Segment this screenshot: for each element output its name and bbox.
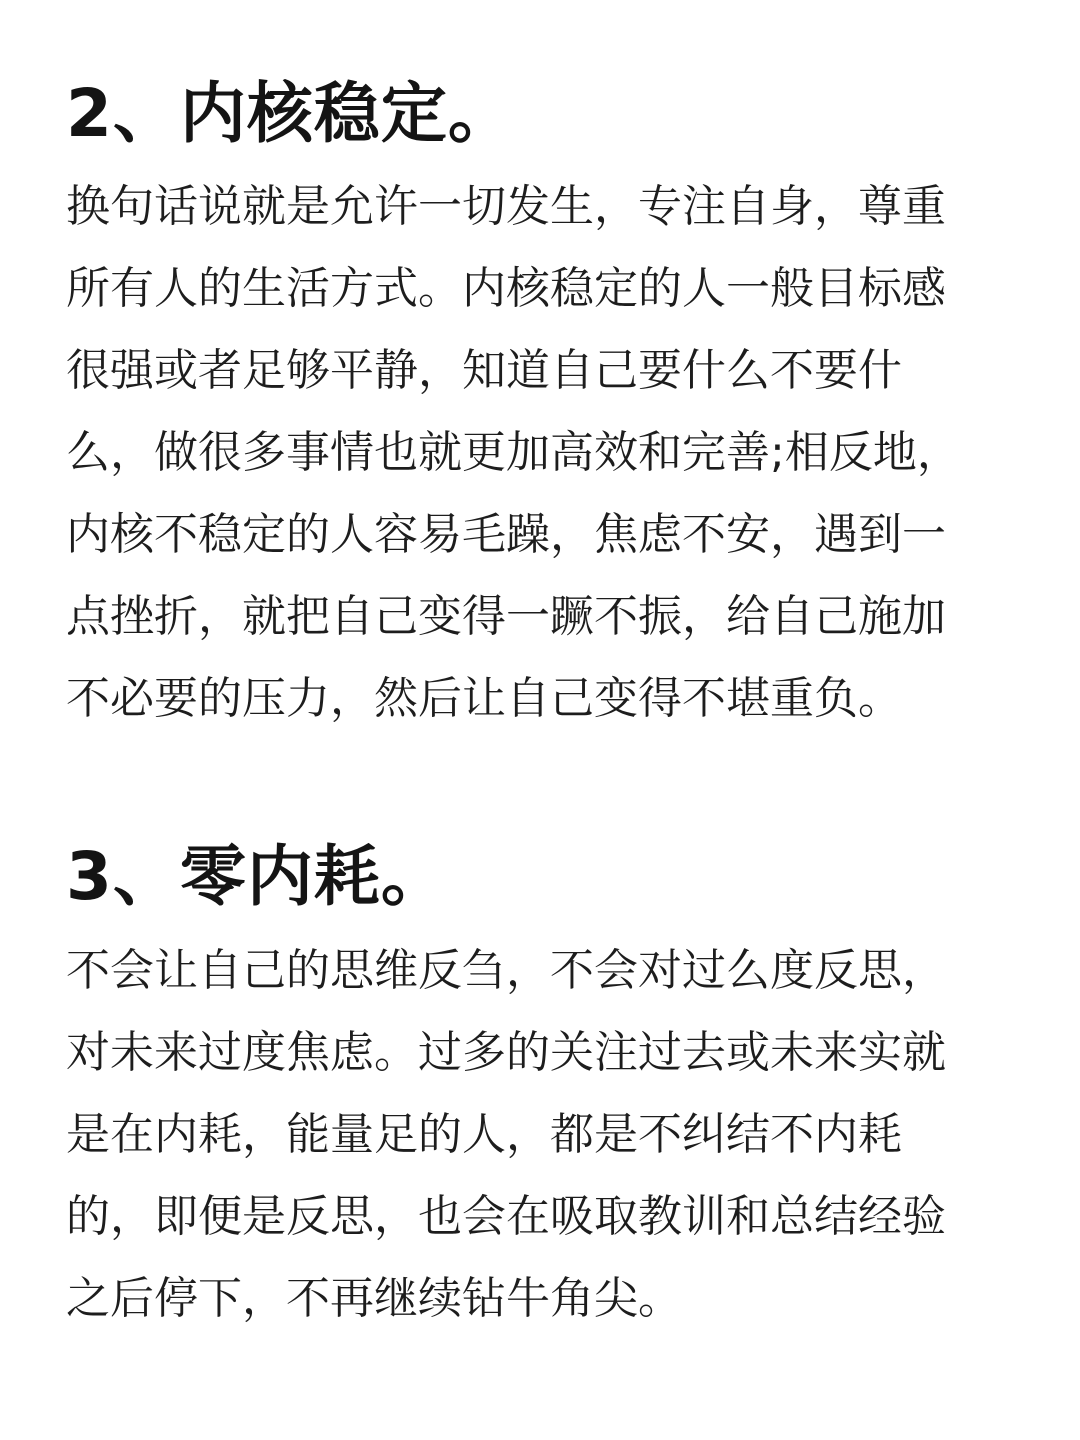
paragraph-line: 对未来过度焦虑。过多的关注过去或未来实就 bbox=[66, 1027, 946, 1078]
paragraph-line: 之后停下，不再继续钻牛角尖。 bbox=[66, 1273, 682, 1324]
paragraph-line: 所有人的生活方式。内核稳定的人一般目标感 bbox=[66, 263, 946, 314]
section-heading-core-stability: 2、内核稳定。 bbox=[66, 75, 515, 152]
paragraph-line: 是在内耗，能量足的人，都是不纠结不内耗 bbox=[66, 1109, 902, 1160]
paragraph-line: 不会让自己的思维反刍，不会对过么度反思， bbox=[66, 945, 946, 996]
paragraph-line: 换句话说就是允许一切发生，专注自身，尊重 bbox=[66, 181, 946, 232]
section-heading-zero-self-drain: 3、零内耗。 bbox=[66, 838, 448, 915]
paragraph-line: 内核不稳定的人容易毛躁，焦虑不安，遇到一 bbox=[66, 509, 946, 560]
paragraph-line: 很强或者足够平静，知道自己要什么不要什 bbox=[66, 345, 902, 396]
paragraph-line: 么，做很多事情也就更加高效和完善;相反地， bbox=[66, 427, 961, 478]
paragraph-line: 不必要的压力，然后让自己变得不堪重负。 bbox=[66, 673, 902, 724]
paragraph-line: 点挫折，就把自己变得一蹶不振，给自己施加 bbox=[66, 591, 946, 642]
paragraph-line: 的，即便是反思，也会在吸取教训和总结经验 bbox=[66, 1191, 946, 1242]
